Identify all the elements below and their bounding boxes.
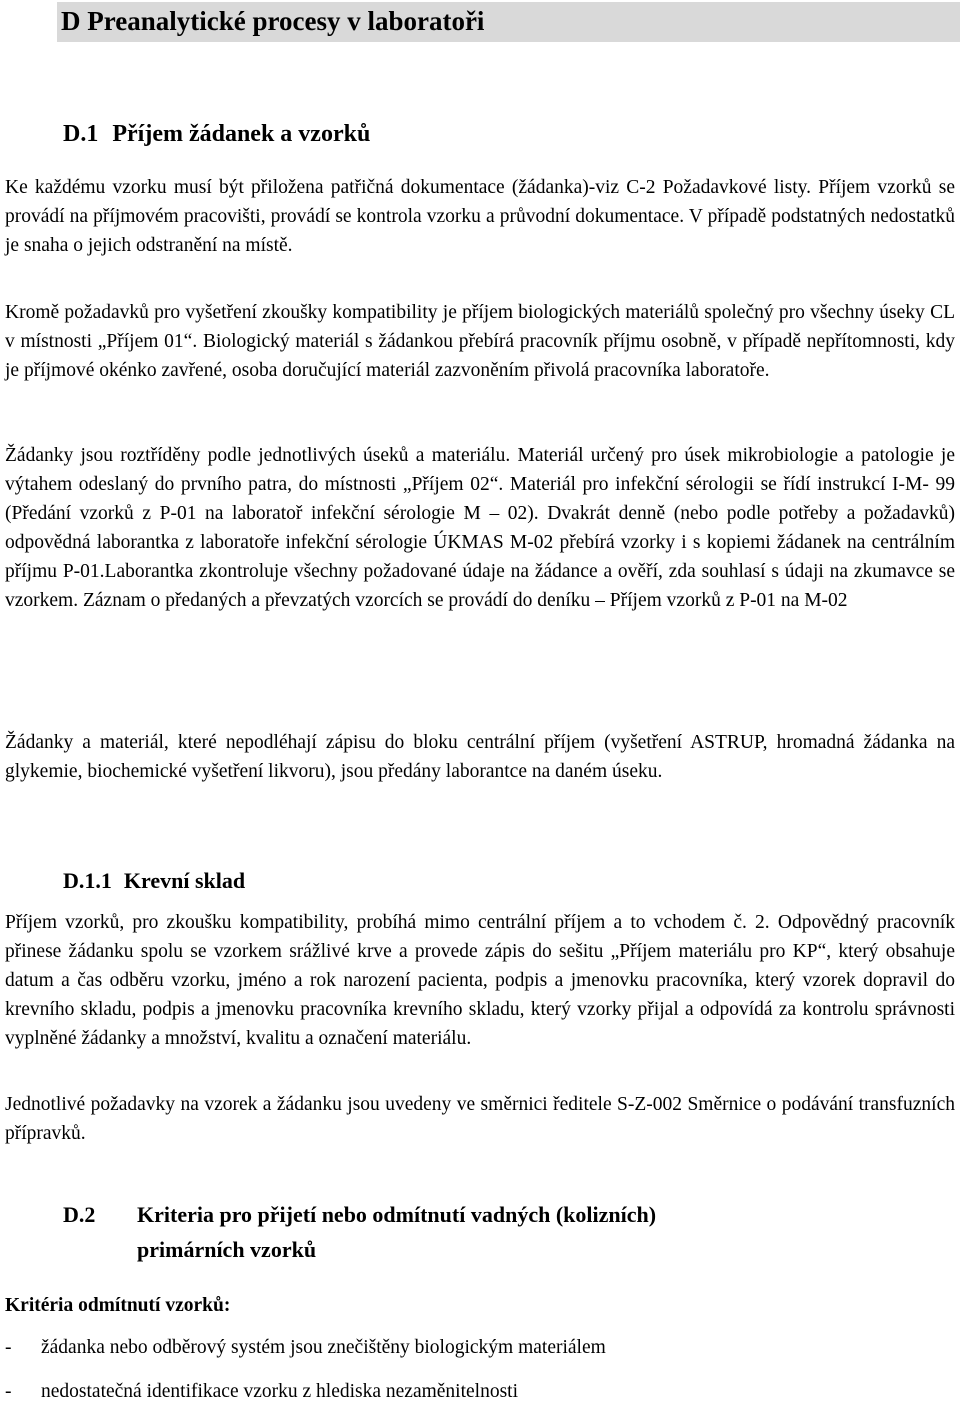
paragraph: Ke každému vzorku musí být přiložena patřičná dokumentace (žádanka)-viz C-2 Požadavkové listy. Příjem vzorků se provádí na příjmovém pracovišti, provádí se kontrola vzorku a průvodní dokumentace. V případě podstatných nedostatků je snaha o jejich odstranění na místě. [5,177,955,256]
list-item [5,1333,606,1362]
section-title-d2-line2: primárních vzorků [137,1237,317,1262]
page-title: D Preanalytické procesy v laboratoři [61,6,485,36]
section-number: D.1 [63,121,99,147]
list-item [5,1377,518,1406]
section-heading-d1 [63,118,370,150]
paragraph: Kromě požadavků pro vyšetření zkoušky kompatibility je příjem biologických materiálů společný pro všechny úseky CL v místnosti „Příjem 01“. Biologický materiál s žádankou přebírá pracovník příjmu osobně, v případě nepřítomnosti, kdy je příjmové okénko zavřené, osoba doručující materiál zazvoněním přivolá pracovníka laboratoře. [5,302,955,381]
paragraph: Příjem vzorků, pro zkoušku kompatibility, probíhá mimo centrální příjem a to vchodem č. 2. Odpovědný pracovník přinese žádanku spolu se vzorkem srážlivé krve a provede zápis do sešitu „Příjem materiálu pro KP“, který obsahuje datum a čas odběru vzorku, jméno a rok narození pacienta, podpis a jmenovku pracovníka, který vzorek dopravil do krevního skladu, podpis a jmenovku pracovníka krevního skladu, který vzorky přijal a odpovídá za kontrolu správnosti vyplněné žádanky a množství, kvalitu a označení materiálu. [5,912,955,1049]
paragraph: Žádanky jsou roztříděny podle jednotlivých úseků a materiálu. Materiál určený pro úsek mikrobiologie a patologie je výtahem odeslaný do prvního patra, do místnosti „Příjem 02“. Materiál pro infekční sérologii se řídí instrukcí I-M- 99 (Předání vzorků z P-01 na laboratoř infekční sérologie M – 02). Dvakrát denně (nebo podle potřeby a požadavků) odpovědná laborantka z laboratoře infekční sérologie ÚKMAS M-02 přebírá vzorky i s kopiemi žádanek na centrálním příjmu P-01.Laborantka zkontroluje všechny požadované údaje na žádance a ověří, zda souhlasí s údaji na zkumavce se vzorkem. Záznam o předaných a převzatých vzorcích se provádí do deníku – Příjem vzorků z P-01 na M-02 [5,445,955,611]
criteria-label: Kritéria odmítnutí vzorků: [5,1295,231,1316]
section-title: Krevní sklad [123,868,246,893]
section-title: Příjem žádanek a vzorků [112,121,371,147]
paragraph: Žádanky a materiál, které nepodléhají zápisu do bloku centrální příjem (vyšetření ASTRUP, hromadná žádanka na glykemie, biochemické vyšetření likvoru), jsou předány laborantce na daném úseku. [5,732,955,782]
list-item-text: žádanka nebo odběrový systém jsou znečištěny biologickým materiálem [41,1337,606,1358]
bullet-marker: - [5,1381,12,1402]
section-heading-d11 [63,866,245,896]
section-title-d2-line1: Kriteria pro přijetí nebo odmítnutí vadných (kolizních) [137,1202,657,1227]
list-item-text: nedostatečná identifikace vzorku z hlediska nezaměnitelnosti [41,1381,519,1402]
bullet-marker: - [5,1337,12,1358]
section-number: D.1.1 [63,868,112,893]
paragraph: Jednotlivé požadavky na vzorek a žádanku jsou uvedeny ve směrnici ředitele S-Z-002 Směrnice o podávání transfuzních přípravků. [5,1094,955,1144]
section-number-d2: D.2 [63,1202,96,1227]
